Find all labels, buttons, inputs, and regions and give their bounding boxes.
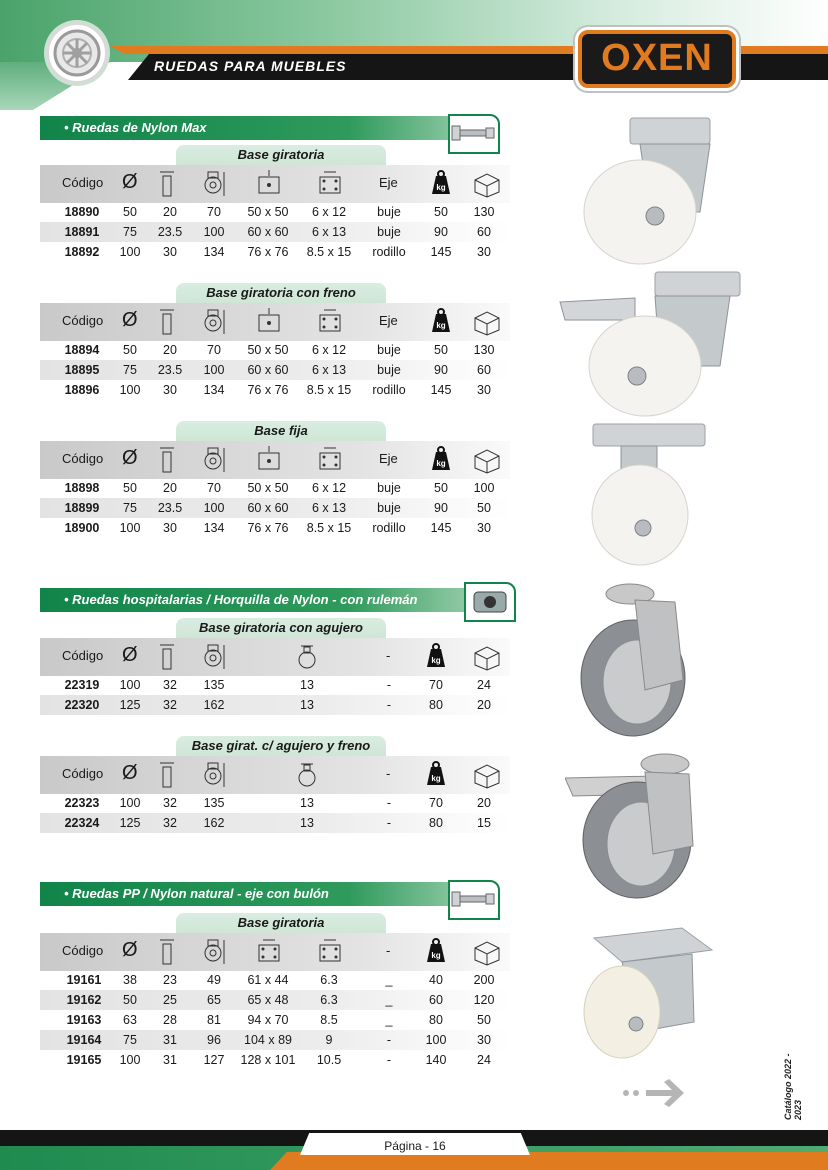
table-cell: 49 xyxy=(207,973,221,987)
column-height-icon xyxy=(202,761,228,794)
table-cell: 76 x 76 xyxy=(247,245,289,259)
table-cell: 80 xyxy=(429,1013,443,1027)
table-cell: 30 xyxy=(477,245,491,259)
table-cell: 30 xyxy=(477,521,491,535)
table-row xyxy=(40,675,510,695)
table-cell: _ xyxy=(385,1013,393,1027)
table-cell: 31 xyxy=(163,1033,177,1047)
table-cell: 22323 xyxy=(64,796,100,810)
table-cell: 76 x 76 xyxy=(247,521,289,535)
column-code-header: Código xyxy=(62,175,104,190)
table-cell: 81 xyxy=(207,1013,221,1027)
table-cell: rodillo xyxy=(372,245,406,259)
column-code-header: Código xyxy=(62,313,104,328)
column-width-icon xyxy=(158,308,176,341)
page-number: Página - 16 xyxy=(384,1139,446,1153)
section-part-image xyxy=(448,114,500,154)
table-cell: 6.3 xyxy=(320,973,338,987)
table-cell: 70 xyxy=(429,678,443,692)
caster-photo-19161 xyxy=(582,922,722,1062)
table-cell: 6 x 13 xyxy=(311,501,347,515)
section-part-image xyxy=(464,582,516,622)
table-cell: 18898 xyxy=(64,481,100,495)
table-cell: 28 xyxy=(163,1013,177,1027)
table-cell: 23.5 xyxy=(157,363,183,377)
table-cell: 61 x 44 xyxy=(247,973,289,987)
column-diameter-header: Ø xyxy=(122,447,138,469)
table-cell: 20 xyxy=(163,205,177,219)
table-cell: 70 xyxy=(207,205,221,219)
caster-photo-18890 xyxy=(570,112,750,267)
table-row xyxy=(40,990,510,1010)
table-subtitle: Base giratoria con agujero xyxy=(176,618,386,638)
table-cell: 125 xyxy=(119,816,141,830)
table-cell: 135 xyxy=(203,678,225,692)
table-cell: 6 x 13 xyxy=(311,363,347,377)
table-cell: 30 xyxy=(163,383,177,397)
column-box-icon xyxy=(472,643,502,676)
caster-photo-18894 xyxy=(555,268,750,418)
table-cell: - xyxy=(386,1053,392,1067)
brand-logo-text: OXEN xyxy=(601,37,713,79)
column-weight-icon xyxy=(429,170,453,201)
table-cell: 40 xyxy=(429,973,443,987)
table-cell: 145 xyxy=(430,521,452,535)
column-axle-header: Eje xyxy=(379,313,398,328)
table-cell: buje xyxy=(377,205,401,219)
table-cell: 75 xyxy=(123,225,137,239)
table-header xyxy=(40,303,510,341)
caster-photo-22323 xyxy=(565,750,705,900)
table-cell: - xyxy=(386,698,392,712)
table-subtitle: Base fija xyxy=(176,421,386,441)
table-cell: _ xyxy=(385,973,393,987)
table-cell: 130 xyxy=(473,343,495,357)
table-cell: 200 xyxy=(473,973,495,987)
table-cell: 50 x 50 xyxy=(247,481,289,495)
table-cell: 18892 xyxy=(64,245,100,259)
column-bolthole-icon xyxy=(295,761,321,794)
column-height-icon xyxy=(202,308,228,341)
table-cell: 100 xyxy=(473,481,495,495)
svg-text:kg: kg xyxy=(436,321,446,330)
column-weight-icon xyxy=(429,446,453,477)
table-cell: 75 xyxy=(123,363,137,377)
table-cell: 65 xyxy=(207,993,221,1007)
table-cell: - xyxy=(386,678,392,692)
svg-text:kg: kg xyxy=(436,183,446,192)
section-title: • Ruedas de Nylon Max xyxy=(64,120,207,135)
column-box-icon xyxy=(472,170,502,203)
table-cell: 32 xyxy=(163,796,177,810)
table-row xyxy=(40,1010,510,1030)
table-cell: 135 xyxy=(203,796,225,810)
table-cell: 145 xyxy=(430,245,452,259)
table-cell: 80 xyxy=(429,816,443,830)
table-header xyxy=(40,756,510,794)
table-cell: 8.5 x 15 xyxy=(306,245,352,259)
section-part-image xyxy=(448,880,500,920)
table-cell: 100 xyxy=(119,1053,141,1067)
column-axle-header: Eje xyxy=(379,175,398,190)
table-row xyxy=(40,202,510,222)
table-cell: 20 xyxy=(163,481,177,495)
table-cell: 19162 xyxy=(66,993,102,1007)
table-cell: 50 xyxy=(434,343,448,357)
table-cell: 125 xyxy=(119,698,141,712)
table-cell: 6 x 12 xyxy=(311,205,347,219)
table-cell: 30 xyxy=(163,521,177,535)
table-subtitle: Base giratoria xyxy=(176,145,386,165)
table-cell: 100 xyxy=(119,796,141,810)
table-cell: 8.5 x 15 xyxy=(306,383,352,397)
table-cell: 50 xyxy=(477,1013,491,1027)
table-cell: _ xyxy=(385,993,393,1007)
column-code-header: Código xyxy=(62,766,104,781)
table-row xyxy=(40,242,510,262)
table-cell: rodillo xyxy=(372,521,406,535)
table-cell: 24 xyxy=(477,1053,491,1067)
table-row xyxy=(40,970,510,990)
section-title: • Ruedas hospitalarias / Horquilla de Nylon - con rulemán xyxy=(64,592,418,607)
table-cell: 20 xyxy=(163,343,177,357)
table-cell: 100 xyxy=(425,1033,447,1047)
table-row xyxy=(40,518,510,538)
table-cell: 63 xyxy=(123,1013,137,1027)
column-holes-icon xyxy=(317,446,343,477)
column-width-icon xyxy=(158,170,176,203)
column-height-icon xyxy=(202,446,228,479)
table-cell: 50 xyxy=(123,481,137,495)
table-cell: 76 x 76 xyxy=(247,383,289,397)
table-cell: 162 xyxy=(203,698,225,712)
column-plate-icon xyxy=(256,170,282,201)
caster-photo-18898 xyxy=(585,420,715,570)
table-cell: - xyxy=(386,816,392,830)
column-bolthole-icon xyxy=(295,643,321,676)
column-weight-icon xyxy=(424,938,448,969)
column-box-icon xyxy=(472,308,502,341)
column-height-icon xyxy=(202,938,228,971)
table-row xyxy=(40,793,510,813)
column-box-icon xyxy=(472,761,502,794)
table-subtitle: Base giratoria xyxy=(176,913,386,933)
table-cell: buje xyxy=(377,225,401,239)
table-cell: 100 xyxy=(203,225,225,239)
column-box-icon xyxy=(472,938,502,971)
table-cell: 18896 xyxy=(64,383,100,397)
table-cell: 6 x 12 xyxy=(311,481,347,495)
table-header xyxy=(40,165,510,203)
table-cell: 25 xyxy=(163,993,177,1007)
table-subtitle: Base girat. c/ agujero y freno xyxy=(176,736,386,756)
column-plate-icon xyxy=(256,446,282,477)
svg-text:kg: kg xyxy=(431,656,441,665)
table-cell: 32 xyxy=(163,678,177,692)
column-diameter-header: Ø xyxy=(122,644,138,666)
column-code-header: Código xyxy=(62,943,104,958)
table-cell: 140 xyxy=(425,1053,447,1067)
table-cell: 100 xyxy=(119,245,141,259)
table-cell: 23.5 xyxy=(157,225,183,239)
table-cell: 120 xyxy=(473,993,495,1007)
table-cell: 60 xyxy=(477,225,491,239)
table-cell: 13 xyxy=(300,698,314,712)
column-weight-icon xyxy=(424,643,448,674)
table-cell: 31 xyxy=(163,1053,177,1067)
table-cell: 23 xyxy=(163,973,177,987)
table-cell: 24 xyxy=(477,678,491,692)
table-cell: 8.5 x 15 xyxy=(306,521,352,535)
table-cell: buje xyxy=(377,481,401,495)
table-cell: 100 xyxy=(203,501,225,515)
table-cell: buje xyxy=(377,501,401,515)
table-cell: 100 xyxy=(119,383,141,397)
catalog-label: Catálogo 2022 - 2023 xyxy=(783,1053,803,1120)
svg-text:kg: kg xyxy=(431,774,441,783)
table-cell: 6.3 xyxy=(320,993,338,1007)
table-cell: 50 x 50 xyxy=(247,205,289,219)
table-cell: 50 x 50 xyxy=(247,343,289,357)
column-axle-header: - xyxy=(386,766,391,781)
column-diameter-header: Ø xyxy=(122,762,138,784)
column-width-icon xyxy=(158,938,176,971)
wheel-icon xyxy=(46,22,108,84)
table-cell: 96 xyxy=(207,1033,221,1047)
table-cell: 19163 xyxy=(66,1013,102,1027)
table-cell: 90 xyxy=(434,501,448,515)
table-cell: 128 x 101 xyxy=(240,1053,296,1067)
table-cell: 134 xyxy=(203,521,225,535)
table-row xyxy=(40,695,510,715)
table-cell: 70 xyxy=(207,343,221,357)
table-row xyxy=(40,340,510,360)
column-weight-icon xyxy=(424,761,448,792)
table-cell: 50 xyxy=(434,481,448,495)
table-cell: 60 x 60 xyxy=(247,363,289,377)
column-code-header: Código xyxy=(62,451,104,466)
table-cell: 60 xyxy=(429,993,443,1007)
column-holes-icon xyxy=(317,170,343,201)
column-weight-icon xyxy=(429,308,453,339)
column-width-icon xyxy=(158,643,176,676)
table-cell: 18891 xyxy=(64,225,100,239)
table-cell: 22319 xyxy=(64,678,100,692)
next-page-arrow-icon[interactable] xyxy=(618,1076,690,1110)
column-plate-icon xyxy=(256,308,282,339)
svg-text:kg: kg xyxy=(436,459,446,468)
table-cell: 19164 xyxy=(66,1033,102,1047)
table-cell: 130 xyxy=(473,205,495,219)
table-row xyxy=(40,380,510,400)
table-cell: 22324 xyxy=(64,816,100,830)
column-holes-icon xyxy=(317,938,343,969)
table-cell: 60 xyxy=(477,363,491,377)
table-cell: 80 xyxy=(429,698,443,712)
table-cell: 60 x 60 xyxy=(247,225,289,239)
column-axle-header: - xyxy=(386,648,391,663)
table-cell: 18900 xyxy=(64,521,100,535)
table-cell: 50 xyxy=(434,205,448,219)
table-cell: 19165 xyxy=(66,1053,102,1067)
table-cell: 70 xyxy=(207,481,221,495)
table-cell: 18899 xyxy=(64,501,100,515)
section-banner xyxy=(40,116,480,140)
table-cell: 127 xyxy=(203,1053,225,1067)
table-row xyxy=(40,222,510,242)
table-cell: 134 xyxy=(203,383,225,397)
section-title: • Ruedas PP / Nylon natural - eje con bulón xyxy=(64,886,329,901)
section-banner xyxy=(40,882,480,906)
table-cell: 13 xyxy=(300,816,314,830)
table-cell: 162 xyxy=(203,816,225,830)
column-axle-header: - xyxy=(386,943,391,958)
table-cell: 23.5 xyxy=(157,501,183,515)
table-cell: 94 x 70 xyxy=(247,1013,289,1027)
table-cell: 50 xyxy=(123,343,137,357)
table-cell: 100 xyxy=(203,363,225,377)
page-title: RUEDAS PARA MUEBLES xyxy=(154,58,347,74)
table-cell: 13 xyxy=(300,678,314,692)
table-cell: 22320 xyxy=(64,698,100,712)
table-row xyxy=(40,360,510,380)
table-cell: 6 x 13 xyxy=(311,225,347,239)
table-cell: 70 xyxy=(429,796,443,810)
table-cell: - xyxy=(386,1033,392,1047)
table-cell: 145 xyxy=(430,383,452,397)
table-cell: 8.5 xyxy=(320,1013,338,1027)
table-cell: 30 xyxy=(477,383,491,397)
brand-logo xyxy=(578,30,736,88)
caster-photo-22319 xyxy=(575,580,695,740)
column-diameter-header: Ø xyxy=(122,309,138,331)
table-cell: 134 xyxy=(203,245,225,259)
table-cell: 90 xyxy=(434,225,448,239)
table-subtitle: Base giratoria con freno xyxy=(176,283,386,303)
table-cell: 100 xyxy=(119,521,141,535)
table-cell: 60 x 60 xyxy=(247,501,289,515)
column-height-icon xyxy=(202,170,228,203)
table-cell: 18895 xyxy=(64,363,100,377)
column-diameter-header: Ø xyxy=(122,939,138,961)
table-cell: 50 xyxy=(477,501,491,515)
table-cell: 20 xyxy=(477,796,491,810)
table-header xyxy=(40,638,510,676)
table-cell: 90 xyxy=(434,363,448,377)
table-cell: 19161 xyxy=(66,973,102,987)
section-banner xyxy=(40,588,480,612)
column-height-icon xyxy=(202,643,228,676)
table-cell: 75 xyxy=(123,1033,137,1047)
table-cell: buje xyxy=(377,363,401,377)
table-cell: 6 x 12 xyxy=(311,343,347,357)
table-row xyxy=(40,813,510,833)
column-holes-icon xyxy=(317,308,343,339)
table-row xyxy=(40,1050,510,1070)
table-cell: 30 xyxy=(163,245,177,259)
column-axle-header: Eje xyxy=(379,451,398,466)
table-cell: 13 xyxy=(300,796,314,810)
column-box-icon xyxy=(472,446,502,479)
table-cell: 18894 xyxy=(64,343,100,357)
table-cell: 75 xyxy=(123,501,137,515)
table-cell: - xyxy=(386,796,392,810)
table-cell: 50 xyxy=(123,993,137,1007)
column-width-icon xyxy=(158,761,176,794)
table-header xyxy=(40,441,510,479)
table-cell: 30 xyxy=(477,1033,491,1047)
table-cell: 18890 xyxy=(64,205,100,219)
table-row xyxy=(40,1030,510,1050)
table-cell: 32 xyxy=(163,698,177,712)
table-row xyxy=(40,478,510,498)
column-diameter-header: Ø xyxy=(122,171,138,193)
table-cell: 50 xyxy=(123,205,137,219)
table-cell: 38 xyxy=(123,973,137,987)
svg-text:kg: kg xyxy=(431,951,441,960)
table-cell: 9 xyxy=(325,1033,333,1047)
table-cell: 100 xyxy=(119,678,141,692)
column-width-icon xyxy=(158,446,176,479)
table-header xyxy=(40,933,510,971)
column-holes-icon xyxy=(256,938,282,969)
table-cell: 65 x 48 xyxy=(247,993,289,1007)
table-cell: 15 xyxy=(477,816,491,830)
table-cell: 10.5 xyxy=(316,1053,342,1067)
table-cell: buje xyxy=(377,343,401,357)
column-code-header: Código xyxy=(62,648,104,663)
table-row xyxy=(40,498,510,518)
table-cell: 104 x 89 xyxy=(244,1033,292,1047)
table-cell: 20 xyxy=(477,698,491,712)
table-cell: rodillo xyxy=(372,383,406,397)
table-cell: 32 xyxy=(163,816,177,830)
